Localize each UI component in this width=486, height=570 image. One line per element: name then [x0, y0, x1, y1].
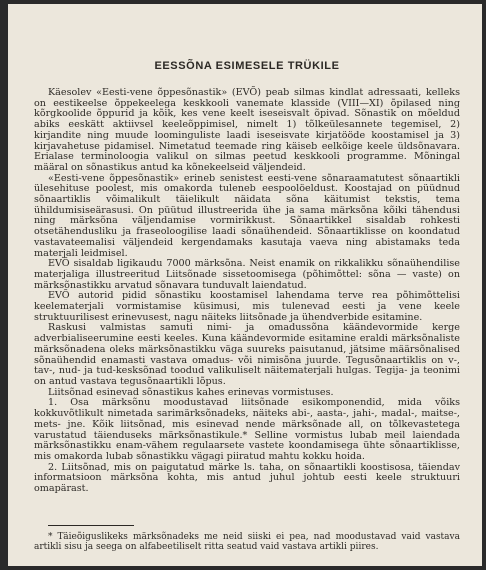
book-page: [8, 4, 482, 566]
paragraph: 1. Osa märksõnu moodustavad liitsõnade esikomponendid, mida võiks kokkuvõtlikult nimetada sarimärksõnadeks, näiteks abi-, aasta-, jahi-, madal-, maitse-, mets- jne. Kõik liitsõnad, mis esinevad nende märksõnade all, on tõlkevastetega varustatud täienduseks märksõnastikule.* Selline vormistus lubab meil laiendada märksõnastikku enam-vähem regulaarsete vastete koondamisega ühte sõnaartiklisse, mis omakorda lubab sõnastikku vägagi piiratud mahtu kokku hoida.: [34, 397, 460, 462]
footnote-divider: [48, 525, 134, 526]
paragraph: «Eesti-vene õppesõnastik» erineb senistest eesti-vene sõnaraamatutest sõnaartikli ülesehituse poolest, mis omakorda tuleneb eespoolöeldust. Koostajad on püüdnud sõnaartiklis võimalikult täielikult näidata sõna käitumist tekstis, tema ühildumisiseärasusi. On püütud illustreerida ühe ja sama märksõna kõiki tähendusi ning märksõna väljendamise vormirikkust. Sõnaartikkel sisaldab rohkesti otsetähendusliku ja fraseoloogilise laadi sõnaühendeid. Sõnaartiklisse on koondatud vastavateemalisi väljendeid kergendamaks kasutaja vaeva ning abistamaks teda materjali leidmisel.: [34, 172, 460, 259]
paragraph: EVÕ autorid pidid sõnastiku koostamisel lahendama terve rea põhimõttelisi keelematerjali vormistamise küsimusi, mis tulenevad eesti ja vene keele struktuurilisest erinevusest, nagu näiteks liitsõnade ja ühendverbide esitamine.: [34, 290, 460, 323]
paragraph: Raskusi valmistas samuti nimi- ja omadussõna käändevormide kerge adverbialiseerumine eesti keeles. Kuna käändevormide esitamine eraldi märksõnaliste märksõnadena oleks märksõnastikku väga suureks paisutanud, jätsime määrsõnalised sõnaühendid enamasti vastava omadus- või nimisõna juurde. Tegusõnaartiklis on v-, tav-, nud- ja tud-kesksõnad toodud valikuliselt näitematerjali hulgas. Tegija- ja teonimi on antud vastava tegusõnaartikli lõpus.: [34, 322, 460, 387]
preface-body: [34, 88, 460, 495]
paragraph: EVÕ sisaldab ligikaudu 7000 märksõna. Neist enamik on rikkalikku sõnaühendilise materjaliga illustreeritud Liitsõnade sissetoomisega (põhimõttel: sõna — vaste) on märksõnastikku arvatud sõnavara tunduvalt laiendatud.: [34, 258, 460, 291]
paragraph: 2. Liitsõnad, mis on paigutatud märke ls. taha, on sõnaartikli koostisosa, täiendav informatsioon märksõna kohta, mis antud juhul johtub eesti keele struktuuri omapärast.: [34, 461, 460, 495]
paragraph: Liitsõnad esinevad sõnastikus kahes erinevas vormistuses.: [48, 386, 334, 398]
page-title: EESSÕNA ESIMESELE TRÜKILE: [154, 60, 340, 72]
paragraph: Käesolev «Eesti-vene õppesõnastik» (EVÕ) peab silmas kindlat adressaati, kelleks on eestikeelse õppekeelega keskkooli vanemate klasside (VIII—XI) õpilased ning kõrgkoolide õppurid ja kõik, kes vene keelt iseseisvalt õpivad. Sõnastik on mõeldud abiks eeskätt aktiivsel keeleõppimisel, nimelt 1) tõlkeülesannete tegemisel, 2) kirjandite ning muude loominguliste laadi iseseisvate kirjatööde koostamisel ja 3) kirjavahetuse pidamisel. Nimetatud teemade ring käiseb eelkõige keele üldsõnavara. Erialase terminoloogia valikul on silmas peetud keskkooli programme. Mõningal määral on sõnastikus antud ka kõnekeelseid väljendeid.: [34, 87, 460, 173]
footnote: * Täieõiguslikeks märksõnadeks me neid siiski ei pea, nad moodustavad vaid vastava artikli sisu ja seega on alfabeetiliselt ritta seatud vaid vastava artikli piires.: [34, 531, 460, 553]
